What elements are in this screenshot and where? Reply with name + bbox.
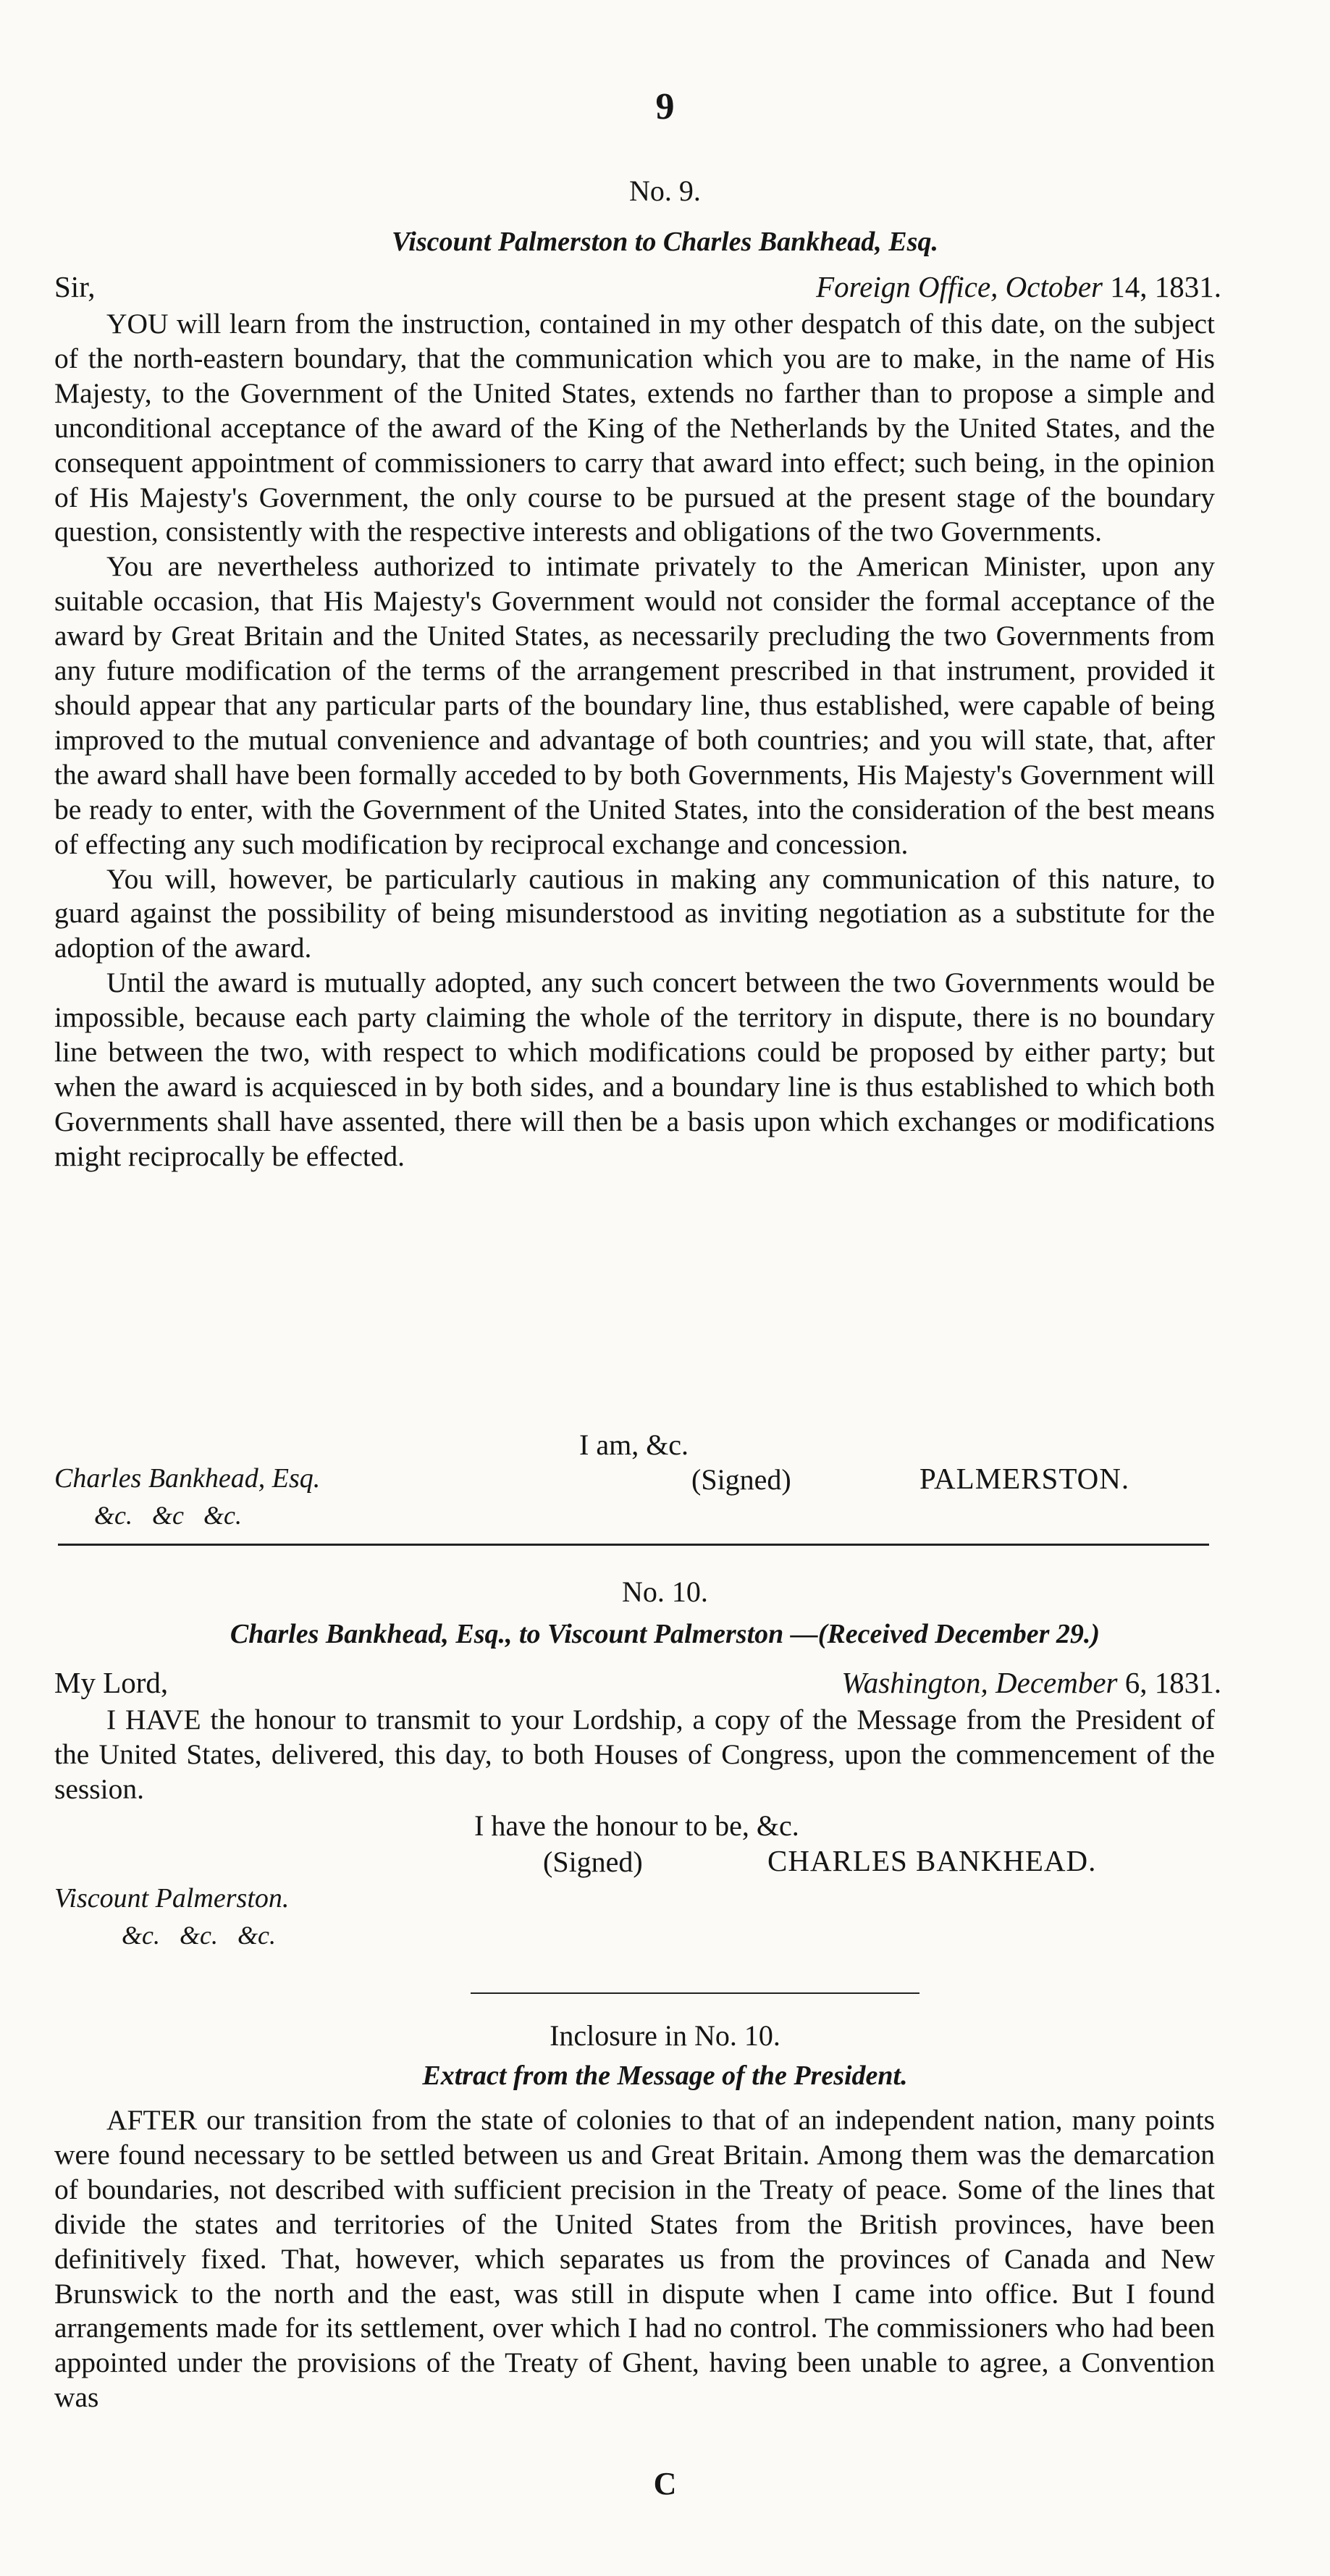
- letter-9-addressee-etc: &c. &c &c.: [94, 1501, 242, 1530]
- letter-10-subheading: Charles Bankhead, Esq., to Viscount Palmerston —(Received December 29.): [230, 1619, 1100, 1649]
- inclosure-heading: Inclosure in No. 10.: [550, 2019, 780, 2052]
- letter-10-body: [54, 1703, 1215, 1807]
- inclosure-divider: [471, 1992, 919, 1994]
- letter-9-dateline-place: Foreign Office, October: [816, 270, 1103, 303]
- letter-10-closing: I have the honour to be, &c.: [474, 1809, 799, 1842]
- letter-10-dateline: [841, 1665, 1221, 1700]
- letter-10-signature: CHARLES BANKHEAD.: [767, 1844, 1097, 1877]
- letter-9-body: [54, 307, 1215, 1174]
- letter-9-paragraph-4: Until the award is mutually adopted, any such concert between the two Governments would be impossible, because each party claiming the whole of the territory in dispute, there is no boundary line between the two, with respect to which modifications could be proposed by either party; but when the award is acquiesced in by both sides, and a boundary line is thus established to which both Governments shall have assented, there will then be a basis upon which exchanges or modifications might reciprocally be effected.: [54, 967, 1215, 1172]
- letter-9-dateline-date: 14, 1831.: [1110, 270, 1221, 303]
- letter-9-addressee: Charles Bankhead, Esq.: [54, 1463, 321, 1494]
- letter-10-signed: (Signed): [543, 1845, 643, 1878]
- letter-9-signed: (Signed): [691, 1463, 791, 1496]
- inclosure-subheading: Extract from the Message of the President.: [422, 2061, 908, 2091]
- inclosure-paragraph-1: AFTER our transition from the state of colonies to that of an independent nation, many points were found necessary to be settled between us and Great Britain. Among them was the demarcation of boundaries, not described with sufficient precision in the Treaty of peace. Some of the lines that divide the states and territories of the United States from the British provinces, have been definitively fixed. That, however, which separates us from the provinces of Canada and New Brunswick to the north and the east, was still in dispute when I came into office. But I found arrangements made for its settlement, over which I had no control. The commissioners who had been appointed under the provisions of the Treaty of Ghent, having been unable to agree, a Convention was: [54, 2104, 1215, 2414]
- letter-9-heading: No. 9.: [629, 174, 701, 207]
- letter-9-signature: PALMERSTON.: [919, 1462, 1130, 1495]
- section-divider: [58, 1544, 1209, 1546]
- letter-10-salutation: My Lord,: [54, 1666, 169, 1699]
- letter-9-paragraph-1: YOU will learn from the instruction, contained in my other despatch of this date, on the subject of the north-eastern boundary, that the communication which you are to make, in the name of His Majesty, to the Government of the United States, extends no farther than to propose a simple and unconditional acceptance of the award of the King of the Netherlands by the United States, and the consequent appointment of commissioners to carry that award into effect; such being, in the opinion of His Majesty's Government, the only course to be pursued at the present stage of the boundary question, consistently with the respective interests and obligations of the two Governments.: [54, 308, 1215, 548]
- letter-10-paragraph-1: I HAVE the honour to transmit to your Lordship, a copy of the Message from the President of the United States, delivered, this day, to both Houses of Congress, upon the commencement of the session.: [54, 1704, 1215, 1805]
- letter-9-paragraph-2: You are nevertheless authorized to intimate privately to the American Minister, upon any suitable occasion, that His Majesty's Government would not consider the formal acceptance of the award by Great Britain and the United States, as necessarily precluding the two Governments from any future modification of the terms of the arrangement prescribed in that instrument, provided it should appear that any particular parts of the boundary line, thus established, were capable of being improved to the mutual convenience and advantage of both countries; and you will state, that, after the award shall have been formally acceded to by both Governments, His Majesty's Government will be ready to enter, with the Government of the United States, into the consideration of the best means of effecting any such modification by reciprocal exchange and concession.: [54, 550, 1215, 860]
- letter-9-salutation: Sir,: [54, 270, 96, 303]
- letter-9-closing: I am, &c.: [579, 1428, 689, 1461]
- letter-10-addressee: Viscount Palmerston.: [54, 1883, 290, 1914]
- signature-mark: C: [653, 2466, 677, 2501]
- letter-10-addressee-etc: &c. &c. &c.: [122, 1921, 276, 1950]
- page-number: 9: [655, 86, 675, 127]
- letter-10-heading: No. 10.: [622, 1575, 708, 1608]
- letter-10-dateline-place: Washington, December: [841, 1666, 1118, 1699]
- letter-10-dateline-date: 6, 1831.: [1124, 1666, 1221, 1699]
- inclosure-body: [54, 2103, 1215, 2415]
- letter-9-subheading: Viscount Palmerston to Charles Bankhead, Esq.: [392, 227, 938, 257]
- letter-9-paragraph-3: You will, however, be particularly cautious in making any communication of this nature, to guard against the possibility of being misunderstood as inviting negotiation as a substitute for the adoption of the award.: [54, 862, 1215, 964]
- letter-9-dateline: [816, 269, 1221, 304]
